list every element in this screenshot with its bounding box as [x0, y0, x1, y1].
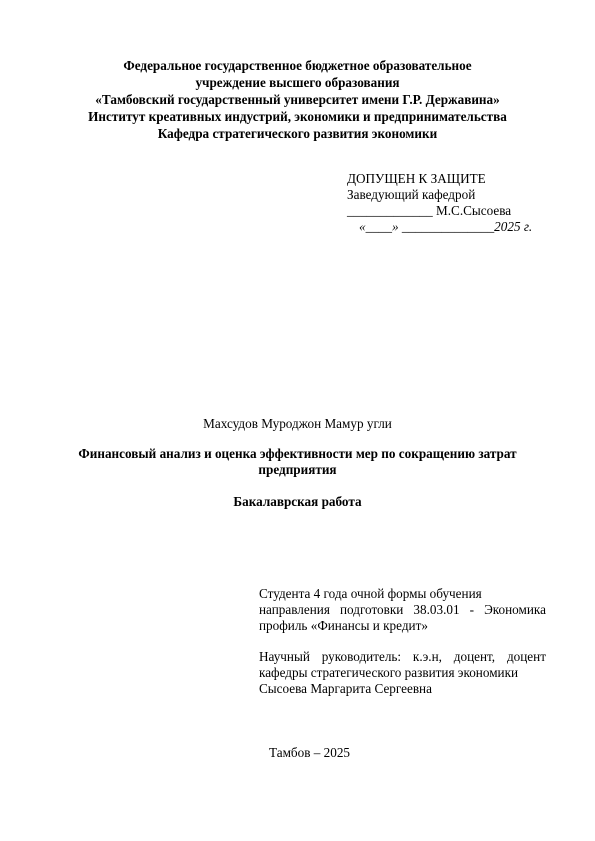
city-year: Тамбов – 2025 [269, 745, 351, 760]
approval-date: «____» ______________2025 г. [359, 219, 533, 234]
supervisor-word: доцент [506, 649, 546, 664]
student-word: подготовки [339, 602, 404, 617]
approval-signature: _____________ М.С.Сысоева [347, 203, 512, 218]
student-word: направления [259, 602, 330, 617]
author-name: Махсудов Муроджон Мамур угли [203, 416, 392, 431]
supervisor-line-3: Сысоева Маргарита Сергеевна [259, 681, 432, 696]
approval-block [347, 171, 577, 235]
supervisor-word: Научный [259, 649, 310, 664]
supervisor-word: к.э.н, [412, 649, 442, 664]
supervisor-word: доцент, [453, 649, 496, 664]
thesis-title-line-2: предприятия [258, 462, 337, 477]
supervisor-line-1 [259, 649, 546, 665]
header-line-2: учреждение высшего образования [195, 75, 400, 90]
student-word: Экономика [484, 602, 546, 617]
header-line-3: «Тамбовский государственный университет имени Г.Р. Державина» [95, 92, 500, 107]
thesis-title [50, 446, 545, 478]
supervisor-word: руководитель: [321, 649, 402, 664]
work-type: Бакалаврская работа [233, 494, 362, 509]
institution-header [60, 57, 535, 142]
student-word: - [469, 602, 475, 617]
thesis-title-line-1: Финансовый анализ и оценка эффективности мер по сокращению затрат [78, 446, 517, 461]
student-line-2 [259, 602, 546, 618]
approval-position: Заведующий кафедрой [347, 187, 476, 202]
student-line-1: Студента 4 года очной формы обучения [259, 586, 482, 601]
header-line-5: Кафедра стратегического развития экономики [157, 126, 438, 141]
header-line-4: Институт креативных индустрий, экономики и предпринимательства [88, 109, 507, 124]
student-line-3: профиль «Финансы и кредит» [259, 618, 428, 633]
supervisor-line-2: кафедры стратегического развития экономики [259, 665, 519, 680]
student-word: 38.03.01 [413, 602, 460, 617]
approval-title: ДОПУЩЕН К ЗАЩИТЕ [347, 171, 486, 186]
student-info [259, 586, 546, 697]
header-line-1: Федеральное государственное бюджетное образовательное [123, 58, 472, 73]
